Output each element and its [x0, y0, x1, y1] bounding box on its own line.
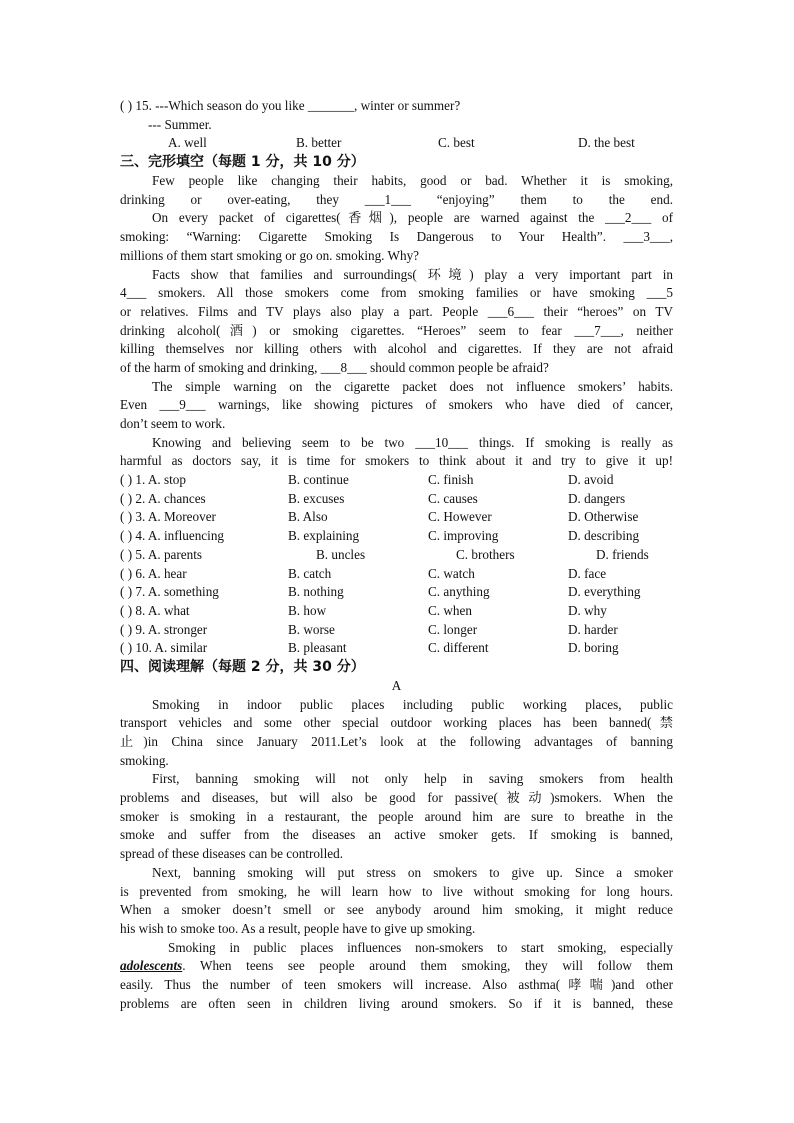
option-c: C. different: [428, 640, 489, 656]
cloze-question-1: [120, 471, 673, 490]
option-b: B. continue: [288, 472, 349, 488]
passage-line: his wish to smoke too. As a result, people have to give up smoking.: [120, 920, 476, 936]
passage-line: First, banning smoking will not only help in saving smokers from health: [152, 771, 673, 787]
passage-line: smoke and suffer from the diseases an active smoker gets. If smoking is banned,: [120, 827, 673, 843]
q15-options: [120, 134, 673, 153]
passage-line: problems and diseases, but will also be good for passive(被动)smokers. When the: [120, 790, 673, 806]
question-stem: ( ) 8. A. what: [120, 602, 190, 618]
exam-page: [120, 97, 673, 1013]
question-stem: ( ) 10. A. similar: [120, 640, 208, 656]
cloze-line: Facts show that families and surroundings( 环境) play a very important part in: [152, 266, 673, 282]
cloze-line: smoking: “Warning: Cigarette Smoking Is Dangerous to Your Health”. ___3___,: [120, 229, 673, 245]
passage-line: smoking.: [120, 752, 169, 768]
option-d: D. face: [568, 565, 607, 581]
cloze-question-3: [120, 508, 673, 527]
option-b: B. explaining: [288, 528, 360, 544]
question-stem: ( ) 7. A. something: [120, 584, 219, 600]
option-c: C. watch: [428, 565, 475, 581]
q15-option-b: B. better: [296, 135, 342, 151]
option-c: C. anything: [428, 584, 490, 600]
cloze-question-10: [120, 639, 673, 658]
cloze-line: of the harm of smoking and drinking, ___8___ should common people be afraid?: [120, 359, 549, 375]
option-d: D. why: [568, 602, 607, 618]
cloze-line: drinking or over-eating, they ___1___ “enjoying” them to the end.: [120, 191, 673, 207]
cloze-question-9: [120, 621, 673, 640]
passage-line: Next, banning smoking will put stress on smokers to give up. Since a smoker: [152, 864, 673, 880]
option-c: C. causes: [428, 490, 478, 506]
cloze-line: killing themselves nor killing others with alcohol and cigarettes. If they are not afraid: [120, 341, 673, 357]
option-b: B. catch: [288, 565, 332, 581]
option-c: C. longer: [428, 621, 478, 637]
option-c: C. brothers: [456, 546, 515, 562]
question-stem: ( ) 2. A. chances: [120, 490, 206, 506]
passage-text: . When teens see people around them smoking, they will follow them: [182, 958, 673, 974]
cloze-question-6: [120, 565, 673, 584]
cloze-line: On every packet of cigarettes(香烟), people are warned against the ___2___ of: [152, 210, 673, 226]
passage-line: smoker is smoking in a restaurant, the people around him are sure to breathe in the: [120, 808, 673, 824]
option-b: B. worse: [288, 621, 335, 637]
section4-heading: 四、阅读理解（每题 2 分，共 30 分）: [120, 658, 365, 675]
option-d: D. everything: [568, 584, 641, 600]
option-d: D. dangers: [568, 490, 626, 506]
option-c: C. when: [428, 602, 472, 618]
passage-line: 止)in China since January 2011.Let’s look at the following advantages of banning: [120, 734, 673, 749]
option-b: B. pleasant: [288, 640, 347, 656]
emphasized-word: adolescents: [120, 958, 183, 974]
cloze-line: Knowing and believing seem to be two ___10___ things. If smoking is really as: [152, 434, 673, 450]
passage-line: spread of these diseases can be controlled.: [120, 846, 344, 862]
cloze-question-7: [120, 583, 673, 602]
option-d: D. describing: [568, 528, 640, 544]
option-b: B. Also: [288, 509, 328, 525]
cloze-line: Even ___9___ warnings, like showing pictures of smokers who have died of cancer,: [120, 397, 673, 413]
option-d: D. Otherwise: [568, 509, 639, 525]
cloze-line: Few people like changing their habits, good or bad. Whether it is smoking,: [152, 173, 673, 189]
option-b: B. nothing: [288, 584, 344, 600]
option-d: D. friends: [596, 546, 649, 562]
cloze-question-4: [120, 527, 673, 546]
option-c: C. improving: [428, 528, 499, 544]
question-stem: ( ) 1. A. stop: [120, 472, 186, 488]
cloze-line: The simple warning on the cigarette packet does not influence smokers’ habits.: [152, 378, 673, 394]
q15-option-a: A. well: [168, 135, 207, 151]
passage-line: [120, 957, 673, 976]
passage-line: transport vehicles and some other special outdoor working places has been banned(禁: [120, 715, 673, 731]
cloze-line: millions of them start smoking or go on. smoking. Why?: [120, 247, 420, 263]
option-b: B. excuses: [288, 490, 345, 506]
question-stem: ( ) 4. A. influencing: [120, 528, 225, 544]
q15-option-d: D. the best: [578, 135, 635, 151]
cloze-question-2: [120, 490, 673, 509]
section3-heading: 三、完形填空（每题 1 分，共 10 分）: [120, 154, 365, 171]
cloze-line: drinking alcohol(酒) or smoking cigarettes. “Heroes” seem to fear ___7___, neither: [120, 322, 673, 338]
passage-line: is prevented from smoking, he will learn how to live without smoking for long hours.: [120, 883, 673, 899]
cloze-line: or relatives. Films and TV plays also play a part. People ___6___ their “heroes” on TV: [120, 303, 673, 319]
cloze-passage: [120, 172, 673, 471]
passage-line: Smoking in public places influences non-smokers to start smoking, especially: [168, 939, 673, 955]
option-d: D. harder: [568, 621, 618, 637]
option-c: C. finish: [428, 472, 474, 488]
option-d: D. boring: [568, 640, 619, 656]
reading-passage-a: [120, 696, 673, 1014]
cloze-line: 4___ smokers. All those smokers come from smoking families or have smoking ___5: [120, 285, 673, 301]
passage-line: Smoking in indoor public places including public working places, public: [152, 696, 673, 712]
passage-line: When a smoker doesn’t smell or see anybody around him smoking, it might reduce: [120, 902, 673, 918]
q15-stem: ( ) 15. ---Which season do you like _______, winter or summer?: [120, 98, 461, 113]
cloze-line: don’t seem to work.: [120, 416, 226, 431]
cloze-question-8: [120, 602, 673, 621]
passage-line: problems are often seen in children living around smokers. So if it is banned, these: [120, 995, 673, 1011]
question-stem: ( ) 5. A. parents: [120, 546, 203, 562]
question-stem: ( ) 9. A. stronger: [120, 621, 208, 637]
question-stem: ( ) 6. A. hear: [120, 565, 187, 581]
q15-option-c: C. best: [438, 135, 475, 151]
option-b: B. how: [288, 602, 327, 618]
question-stem: ( ) 3. A. Moreover: [120, 509, 216, 525]
option-d: D. avoid: [568, 472, 614, 488]
option-c: C. However: [428, 509, 492, 525]
option-b: B. uncles: [316, 546, 366, 562]
cloze-question-5: [120, 546, 673, 565]
cloze-questions: [120, 471, 673, 658]
q15-reply: --- Summer.: [148, 116, 212, 132]
passage-label: A: [391, 677, 402, 693]
cloze-line: harmful as doctors say, it is time for smokers to think about it and try to give it up!: [120, 453, 673, 469]
passage-line: easily. Thus the number of teen smokers will increase. Also asthma(哮喘)and other: [120, 976, 673, 992]
